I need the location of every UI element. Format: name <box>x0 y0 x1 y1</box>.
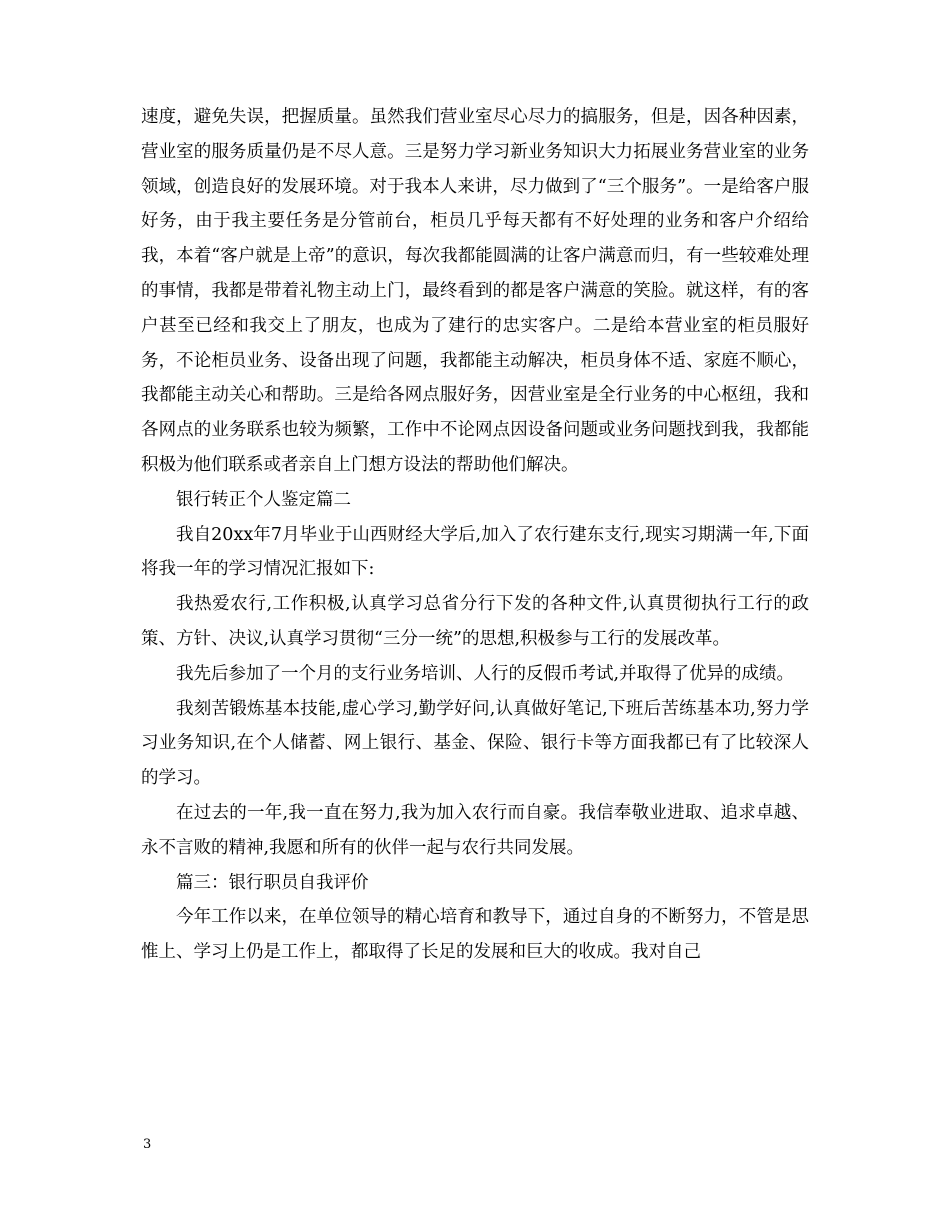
paragraph-conclusion: 在过去的一年,我一直在努力,我为加入农行而自豪。我信奉敬业进取、追求卓越、永不言败的精神,我愿和所有的伙伴一起与农行共同发展。 <box>141 802 809 858</box>
paragraph-graduation: 我自20xx年7月毕业于山西财经大学后,加入了农行建东支行,现实习期满一年,下面将我一年的学习情况汇报如下: <box>141 524 809 580</box>
paragraph-work-attitude: 我热爱农行,工作积极,认真学习总省分行下发的各种文件,认真贯彻执行工行的政策、方针、决议,认真学习贯彻“三分一统”的思想,积极参与工行的发展改革。 <box>141 594 809 649</box>
paragraph-skills: 我刻苦锻炼基本技能,虚心学习,勤学好问,认真做好笔记,下班后苦练基本功,努力学习业务知识,在个人储蓄、网上银行、基金、保险、银行卡等方面我都已有了比较深人的学习。 <box>141 698 809 789</box>
document-body <box>141 100 809 970</box>
section-heading-part-three: 篇三：银行职员自我评价 <box>176 872 369 893</box>
section-heading-part-two: 银行转正个人鉴定篇二 <box>176 489 351 510</box>
paragraph-self-evaluation: 今年工作以来，在单位领导的精心培育和教导下，通过自身的不断努力，不管是思惟上、学习上仍是工作上，都取得了长足的发展和巨大的收成。我对自己 <box>141 907 809 963</box>
page-number: 3 <box>143 1137 152 1152</box>
paragraph-training: 我先后参加了一个月的支行业务培训、人行的反假币考试,并取得了优异的成绩。 <box>176 663 795 684</box>
paragraph-service-summary: 速度，避免失误，把握质量。虽然我们营业室尽心尽力的搞服务，但是，因各种因素，营业室的服务质量仍是不尽人意。三是努力学习新业务知识大力拓展业务营业室的业务领域，创造良好的发展环境。对于我本人来讲，尽力做到了“三个服务”。一是给客户服好务，由于我主要任务是分管前台，柜员几乎每天都有不好处理的业务和客户介绍给我，本着“客户就是上帝”的意识，每次我都能圆满的让客户满意而归，有一些较难处理的事情，我都是带着礼物主动上门，最终看到的都是客户满意的笑脸。就这样，有的客户甚至已经和我交上了朋友，也成为了建行的忠实客户。二是给本营业室的柜员服好务，不论柜员业务、设备出现了问题，我都能主动解决，柜员身体不适、家庭不顺心，我都能主动关心和帮助。三是给各网点服好务，因营业室是全行业务的中心枢纽，我和各网点的业务联系也较为频繁，工作中不论网点因设备问题或业务问题找到我，我都能积极为他们联系或者亲自上门想方设法的帮助他们解决。 <box>141 107 809 475</box>
